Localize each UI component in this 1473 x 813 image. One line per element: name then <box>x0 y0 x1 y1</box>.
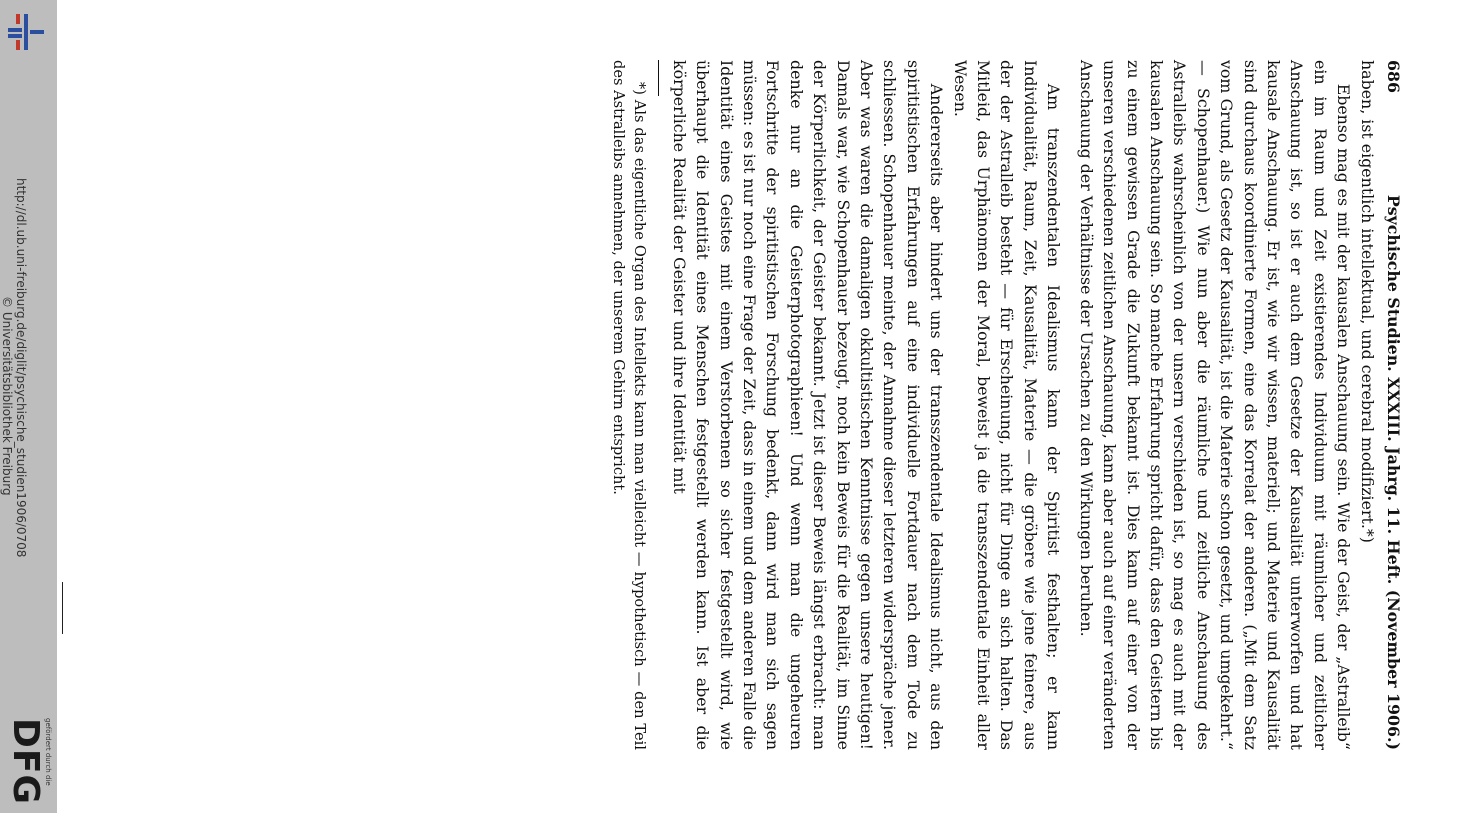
page-header <box>1382 60 1405 750</box>
copyright-notice: © Universitätsbibliothek Freiburg <box>0 296 14 496</box>
paragraph-3: Am transzendentalen Idealismus kann der Spiritist festhalten; er kann Individualität, Raum, Zeit, Kausalität, Materie — die gröbere wie jene feinere, aus der der Astralleib besteht — für Erscheinung, nicht für Dinge an sich halten. Das Mitleid, das Urphänomen der Moral, beweist ja die transszendentale Einheit aller Wesen. <box>950 60 1064 750</box>
footnote-divider <box>658 60 659 96</box>
paragraph-2: Ebenso mag es mit der kausalen Anschauung sein. Wie der Geist, der „Astralleib“ ein im Raum und Zeit existierendes Individuum mit räumlicher und zeitlicher Anschauung ist, so ist er auch dem Gesetze der Kausalität unterworfen und hat kausale Anschauung. Er ist, wie wir wissen, materiell; und Materie und Kausalität sind durchaus koordinierte Formen, eine das Korrelat der anderen. („Mit dem Satz vom Grund, als Gesetz der Kausalität, ist die Materie schon gesetzt, und umgekehrt.“ — Schopenhauer.) Wie nun aber die räumliche und zeitliche Anschauung des Astralleibs wahrscheinlich von der unsern verschieden ist, so mag es auch mit der kausalen Anschauung sein. So manche Erfahrung spricht dafür, dass den Geistern bis zu einem gewissen Grade die Zukunft bekannt ist. Dies kann auf einer von der unseren verschiedenen zeitlichen Anschauung, kann aber auch auf einer veränderten Anschauung der Verhältnisse der Ursachen zu den Wirkungen beruhen. <box>1076 60 1354 750</box>
running-title: Psychische Studien. XXXIII. Jahrg. 11. Heft. (November 1906.) <box>1384 194 1403 750</box>
paragraph-1: haben, ist eigentlich intellektual, und cerebral modifiziert.*) <box>1357 60 1377 543</box>
funder-caption: gefördert durch die <box>44 718 52 786</box>
library-logo-icon <box>4 10 48 54</box>
footnote: *) Als das eigentliche Organ des Intellekts kann man vielleicht — hypothetisch — den Teil des Astralleibs annehmen, der unserem Gehirn entspricht. <box>610 60 649 750</box>
paragraph-4: Andererseits aber hindert uns der transszendentale Idealismus nicht, aus den spiritistischen Erfahrungen auf eine individuelle Fortdauer nach dem Tode zu schliessen. Schopenhauer meinte, der Annahme dieser letzteren widerspräche jener. Aber was waren die damaligen okkultistischen Kenntnisse gegen unsere heutigen! Damals war, wie Schopenhauer bezeugt, noch kein Beweis für die Realität, im Sinne der Körperlichkeit, der Geister bekannt. Jetzt ist dieser Beweis längst erbracht: man denke nur an die Geisterphotographieen! Und wenn man die ungeheuren Fortschritte der spiritistischen Forschung bedenkt, dann wird man sich sagen müssen: es ist nur noch eine Frage der Zeit, dass in einem und dem anderen Falle die Identität eines Geistes mit einem Verstorbenen so sicher festgestellt wird, wie überhaupt die Identität eines Menschen festgestellt werden kann. Ist aber die körperliche Realität der Geister und ihre Identität mit <box>669 60 947 750</box>
library-sidebar <box>0 0 57 813</box>
page-number: 686 <box>1384 60 1403 93</box>
scan-mark <box>62 582 63 634</box>
dfg-logo: DFG <box>5 718 46 806</box>
scanned-page <box>608 60 1405 750</box>
source-url[interactable]: http://dl.ub.uni-freiburg.de/diglit/psychische_studien1906/0708 <box>14 178 28 558</box>
